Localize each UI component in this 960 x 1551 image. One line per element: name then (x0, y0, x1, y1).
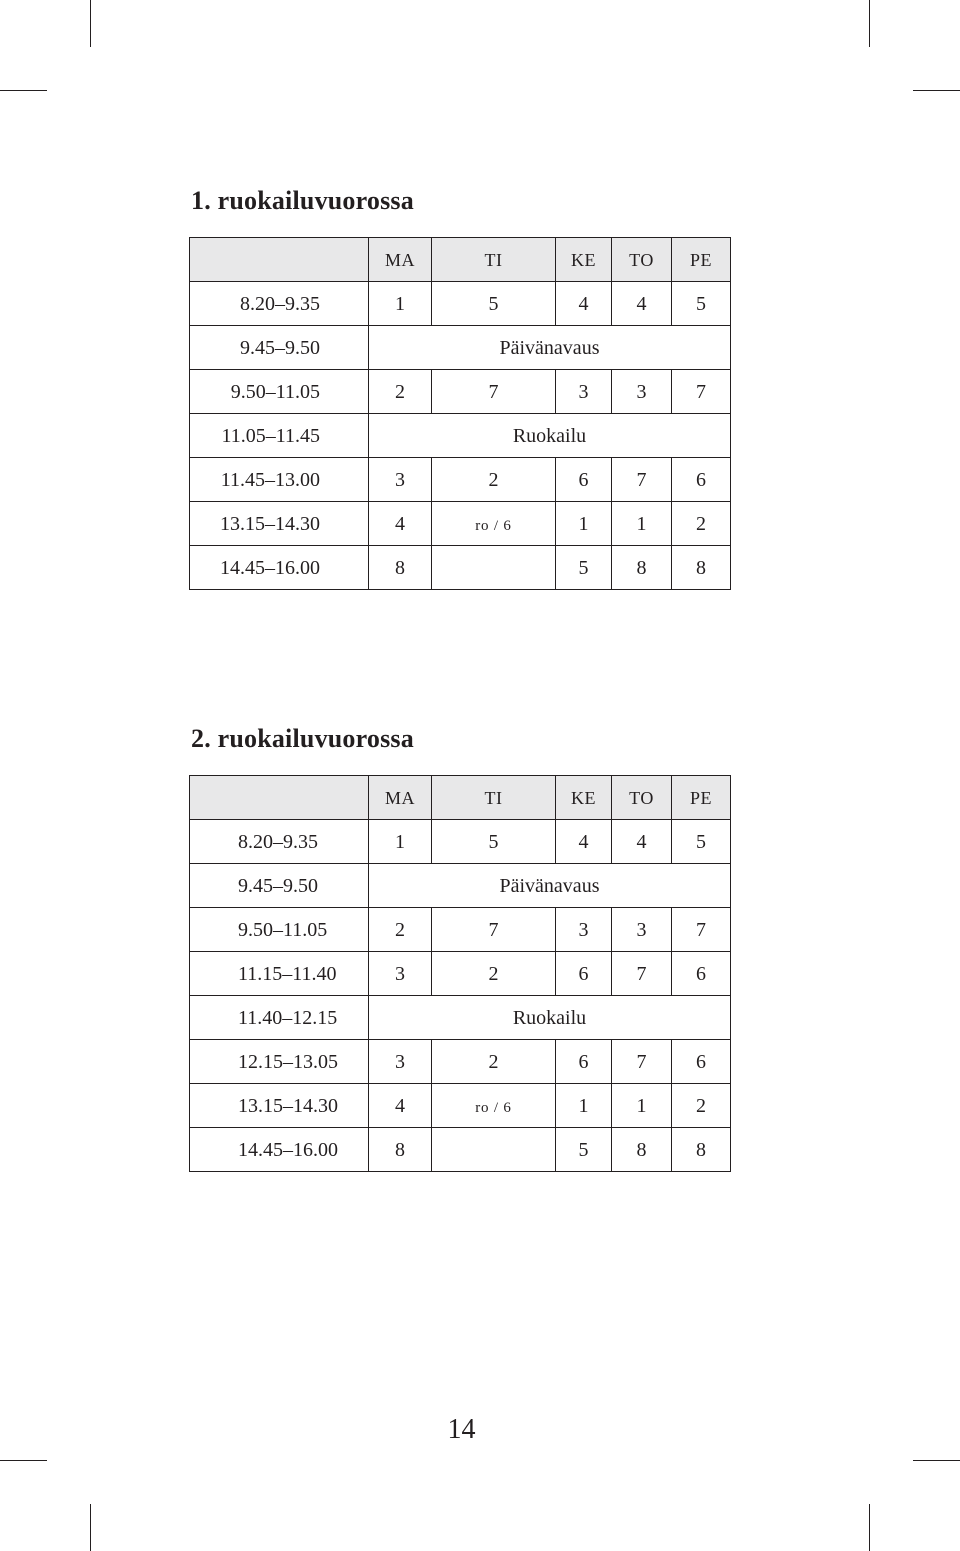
header-corner (190, 776, 369, 820)
table-row (190, 458, 731, 502)
header-day-ma: MA (369, 238, 432, 282)
cell-ma: 1 (369, 820, 432, 864)
cell-pe: 7 (672, 908, 731, 952)
cell-span-label: Päivänavaus (369, 864, 731, 908)
cell-span-label: Päivänavaus (369, 326, 731, 370)
cell-ma: 4 (369, 1084, 432, 1128)
cell-ke: 4 (556, 820, 612, 864)
cell-to: 7 (612, 952, 672, 996)
cell-ma: 1 (369, 282, 432, 326)
cell-ke: 5 (556, 546, 612, 590)
cell-pe: 5 (672, 282, 731, 326)
cell-to: 1 (612, 1084, 672, 1128)
cell-pe: 8 (672, 546, 731, 590)
row-time: 12.15–13.05 (190, 1040, 369, 1084)
crop-mark-left-bottom (0, 1460, 47, 1461)
row-time: 11.40–12.15 (190, 996, 369, 1040)
cell-ti: 7 (432, 370, 556, 414)
crop-mark-bottom-right (869, 1504, 870, 1551)
row-time: 13.15–14.30 (190, 1084, 369, 1128)
cell-to: 1 (612, 502, 672, 546)
cell-ke: 3 (556, 370, 612, 414)
table-row (190, 952, 731, 996)
cell-pe: 6 (672, 952, 731, 996)
row-time: 9.45–9.50 (190, 864, 369, 908)
cell-pe: 6 (672, 458, 731, 502)
cell-ti (432, 546, 556, 590)
row-time: 9.50–11.05 (190, 908, 369, 952)
cell-ma: 3 (369, 952, 432, 996)
cell-span-label: Ruokailu (369, 414, 731, 458)
crop-mark-top-left (90, 0, 91, 47)
table-row (190, 326, 731, 370)
row-time: 14.45–16.00 (190, 546, 369, 590)
cell-ma: 3 (369, 1040, 432, 1084)
row-time: 9.45–9.50 (190, 326, 369, 370)
table-row (190, 1084, 731, 1128)
cell-ti: 2 (432, 1040, 556, 1084)
row-time: 14.45–16.00 (190, 1128, 369, 1172)
cell-ti-text: ro / 6 (475, 517, 512, 534)
cell-ti (432, 502, 556, 546)
cell-pe: 2 (672, 1084, 731, 1128)
cell-ke: 1 (556, 1084, 612, 1128)
table-row (190, 282, 731, 326)
cell-ke: 5 (556, 1128, 612, 1172)
cell-ti: 2 (432, 458, 556, 502)
crop-mark-right-bottom (913, 1460, 960, 1461)
cell-ke: 6 (556, 952, 612, 996)
cell-to: 7 (612, 458, 672, 502)
header-day-ke: KE (556, 238, 612, 282)
cell-ke: 4 (556, 282, 612, 326)
crop-mark-left-top (0, 90, 47, 91)
table-row (190, 864, 731, 908)
row-time: 11.05–11.45 (190, 414, 369, 458)
section-2-title: 2. ruokailuvuorossa (191, 724, 414, 753)
crop-mark-bottom-left (90, 1504, 91, 1551)
cell-to: 8 (612, 546, 672, 590)
crop-mark-top-right (869, 0, 870, 47)
section-1-title: 1. ruokailuvuorossa (191, 186, 414, 215)
header-day-pe: PE (672, 238, 731, 282)
cell-to: 3 (612, 908, 672, 952)
cell-ti: 5 (432, 820, 556, 864)
cell-ti (432, 1084, 556, 1128)
row-time: 8.20–9.35 (190, 282, 369, 326)
table-row (190, 1128, 731, 1172)
table-row (190, 370, 731, 414)
row-time: 8.20–9.35 (190, 820, 369, 864)
crop-mark-right-top (913, 90, 960, 91)
cell-ke: 3 (556, 908, 612, 952)
cell-ma: 4 (369, 502, 432, 546)
cell-ti (432, 1128, 556, 1172)
header-corner (190, 238, 369, 282)
cell-ma: 2 (369, 370, 432, 414)
header-day-pe: PE (672, 776, 731, 820)
table-row (190, 414, 731, 458)
cell-ma: 2 (369, 908, 432, 952)
cell-pe: 2 (672, 502, 731, 546)
table-row (190, 820, 731, 864)
cell-span-label: Ruokailu (369, 996, 731, 1040)
row-time: 11.15–11.40 (190, 952, 369, 996)
table-row (190, 996, 731, 1040)
cell-ti-text: ro / 6 (475, 1099, 512, 1116)
schedule-table-1 (189, 237, 731, 590)
cell-ke: 6 (556, 458, 612, 502)
cell-pe: 8 (672, 1128, 731, 1172)
cell-to: 3 (612, 370, 672, 414)
cell-ma: 3 (369, 458, 432, 502)
cell-to: 7 (612, 1040, 672, 1084)
cell-to: 8 (612, 1128, 672, 1172)
cell-to: 4 (612, 820, 672, 864)
cell-ke: 1 (556, 502, 612, 546)
cell-ke: 6 (556, 1040, 612, 1084)
table-row (190, 546, 731, 590)
header-day-ma: MA (369, 776, 432, 820)
header-day-to: TO (612, 238, 672, 282)
table-row (190, 908, 731, 952)
cell-ti: 5 (432, 282, 556, 326)
page-number: 14 (447, 1414, 476, 1445)
cell-pe: 7 (672, 370, 731, 414)
cell-ti: 7 (432, 908, 556, 952)
cell-ma: 8 (369, 546, 432, 590)
cell-to: 4 (612, 282, 672, 326)
schedule-table-2 (189, 775, 731, 1172)
row-time: 11.45–13.00 (190, 458, 369, 502)
header-day-to: TO (612, 776, 672, 820)
row-time: 9.50–11.05 (190, 370, 369, 414)
table-row (190, 502, 731, 546)
header-day-ke: KE (556, 776, 612, 820)
table-header-row (190, 238, 731, 282)
table-header-row (190, 776, 731, 820)
table-row (190, 1040, 731, 1084)
row-time: 13.15–14.30 (190, 502, 369, 546)
cell-pe: 6 (672, 1040, 731, 1084)
header-day-ti: TI (432, 776, 556, 820)
cell-pe: 5 (672, 820, 731, 864)
header-day-ti: TI (432, 238, 556, 282)
cell-ti: 2 (432, 952, 556, 996)
cell-ma: 8 (369, 1128, 432, 1172)
